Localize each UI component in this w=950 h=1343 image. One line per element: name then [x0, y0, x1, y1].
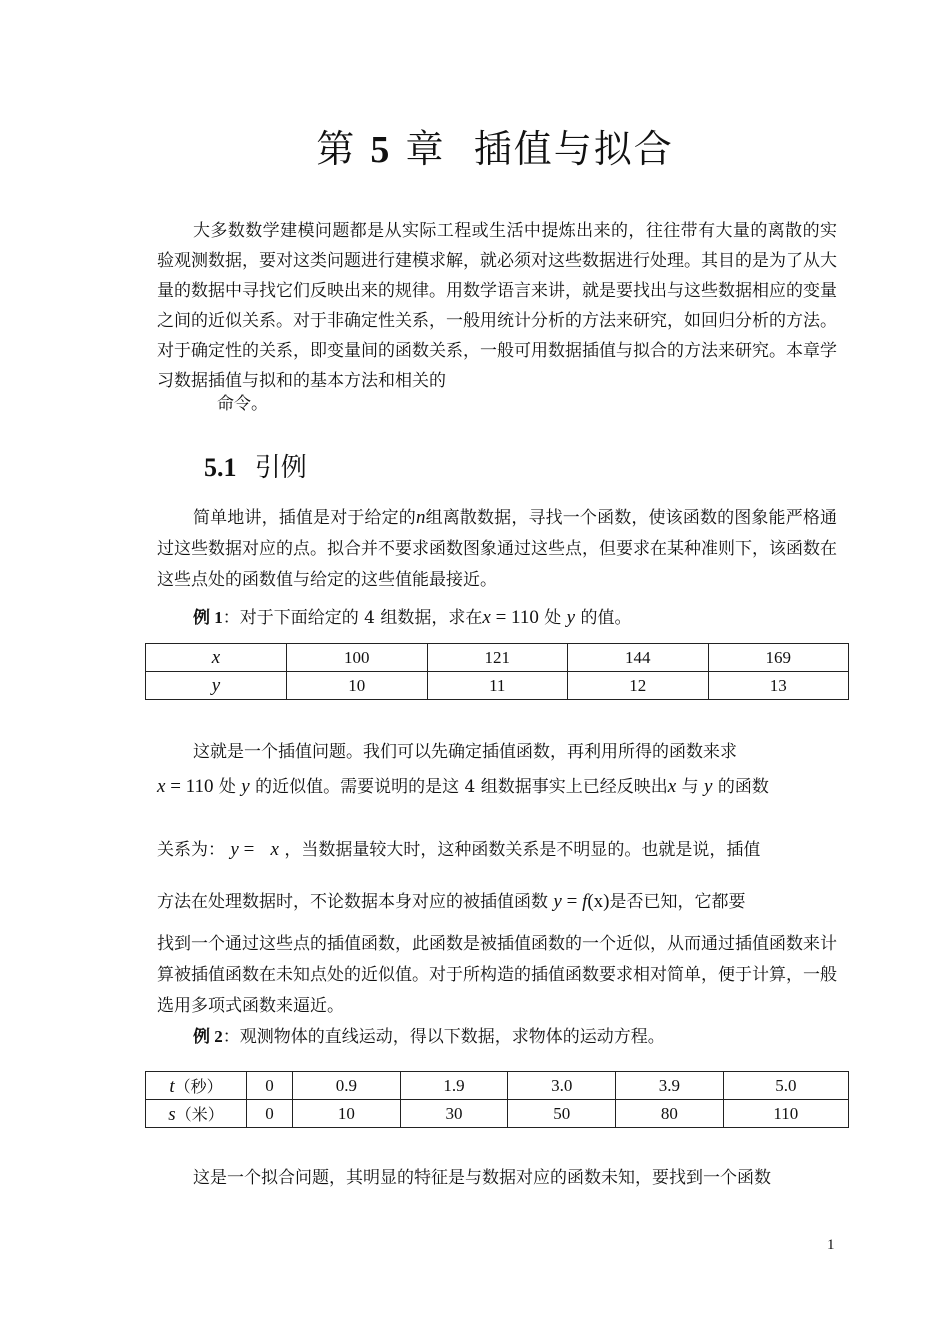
table-cell: 10	[292, 1100, 400, 1128]
table-cell: 169	[708, 644, 849, 672]
section-number: 5.1	[204, 453, 237, 482]
table-cell: 3.9	[616, 1072, 724, 1100]
table-row	[146, 644, 849, 672]
table-cell: 0	[247, 1072, 293, 1100]
chapter-number: 5	[370, 129, 392, 171]
paragraph-3: 这是一个拟合问题，其明显的特征是与数据对应的函数未知，要找到一个函数	[193, 1168, 771, 1188]
page-number: 1	[827, 1237, 835, 1253]
chapter-suffix: 章	[405, 127, 446, 171]
intro-paragraph-last-line: 命令。	[217, 394, 268, 414]
table-cell: 0	[247, 1100, 293, 1128]
section-heading	[204, 447, 307, 484]
table-cell: 110	[723, 1100, 848, 1128]
example-2-statement: 例 2：观测物体的直线运动，得以下数据，求物体的运动方程。	[193, 1027, 665, 1047]
example-1-label: 例 1	[193, 608, 223, 627]
section-title: 引例	[254, 453, 307, 483]
row-label-t: t（秒）	[146, 1072, 247, 1100]
example-2-label: 例 2	[193, 1027, 223, 1046]
table-cell: 1.9	[400, 1072, 508, 1100]
table-cell: 144	[568, 644, 709, 672]
example-1-statement: 例 1：对于下面给定的 4 组数据，求在x = 110 处 y 的值。	[193, 607, 632, 628]
chapter-title	[0, 118, 950, 173]
data-table-example-2	[145, 1071, 849, 1128]
row-label-x: x	[146, 644, 287, 672]
paragraph-interpolation-definition: 简单地讲，插值是对于给定的n组离散数据，寻找一个函数，使该函数的图象能严格通过这些数据对应的点。拟合并不要求函数图象通过这些点，但要求在某种准则下，该函数在这些点处的函数值与给定的这些值能最接近。	[157, 507, 838, 590]
row-label-y: y	[146, 672, 287, 700]
table-cell: 3.0	[508, 1072, 616, 1100]
table-row	[146, 1072, 849, 1100]
table-cell: 50	[508, 1100, 616, 1128]
table-cell: 11	[427, 672, 568, 700]
paragraph-2-line-2: x = 110 处 y 的近似值。需要说明的是这 4 组数据事实上已经反映出x 与 y 的函数	[157, 776, 769, 797]
paragraph-2-line-3: 关系为： y = x ，当数据量较大时，这种函数关系是不明显的。也就是说，插值	[157, 839, 761, 860]
chapter-prefix: 第	[316, 127, 357, 171]
table-cell: 5.0	[723, 1072, 848, 1100]
data-table-example-1	[145, 643, 849, 700]
table-cell: 12	[568, 672, 709, 700]
paragraph-2-line-4: 方法在处理数据时，不论数据本身对应的被插值函数 y = f(x)是否已知，它都要	[157, 891, 746, 912]
table-cell: 121	[427, 644, 568, 672]
table-cell: 0.9	[292, 1072, 400, 1100]
chapter-name: 插值与拟合	[473, 127, 674, 171]
table-cell: 13	[708, 672, 849, 700]
table-cell: 30	[400, 1100, 508, 1128]
table-cell: 100	[287, 644, 428, 672]
paragraph-2-line-1: 这就是一个插值问题。我们可以先确定插值函数，再利用所得的函数来求	[193, 742, 737, 762]
row-label-s: s（米）	[146, 1100, 247, 1128]
paragraph-2-rest: 找到一个通过这些点的插值函数，此函数是被插值函数的一个近似，从而通过插值函数来计算被插值函数在未知点处的近似值。对于所构造的插值函数要求相对简单，便于计算，一般选用多项式函数来逼近。	[157, 934, 837, 1016]
table-row	[146, 1100, 849, 1128]
table-cell: 10	[287, 672, 428, 700]
intro-paragraph: 大多数数学建模问题都是从实际工程或生活中提炼出来的，往往带有大量的离散的实验观测数据，要对这类问题进行建模求解，就必须对这些数据进行处理。其目的是为了从大量的数据中寻找它们反映出来的规律。用数学语言来讲，就是要找出与这些数据相应的变量之间的近似关系。对于非确定性关系，一般用统计分析的方法来研究，如回归分析的方法。对于确定性的关系，即变量间的函数关系，一般可用数据插值与拟合的方法来研究。本章学习数据插值与拟和的基本方法和相关的	[157, 221, 837, 391]
table-cell: 80	[616, 1100, 724, 1128]
table-row	[146, 672, 849, 700]
